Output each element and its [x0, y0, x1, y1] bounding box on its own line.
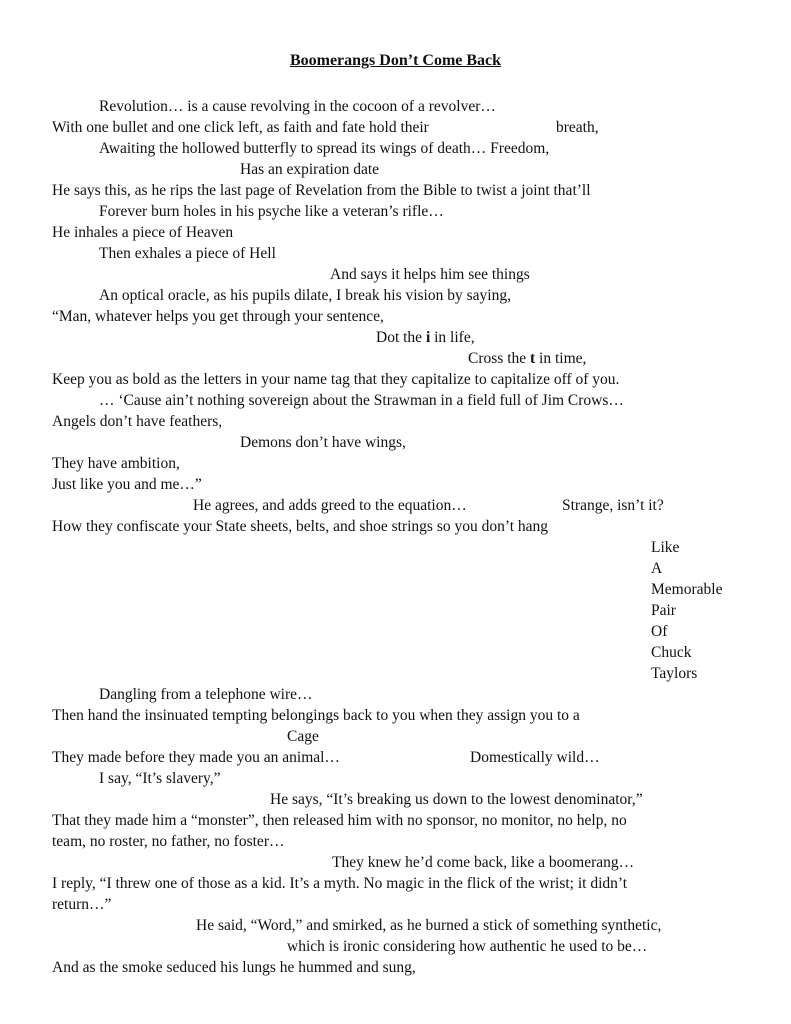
- poem-line: Angels don’t have feathers,: [52, 413, 223, 430]
- poem-line: They have ambition,: [52, 455, 180, 472]
- poem-line: return…”: [52, 896, 112, 913]
- line-text-pre: Dot the: [376, 329, 426, 346]
- poem-line: team, no roster, no father, no foster…: [52, 833, 285, 850]
- poem-line: Awaiting the hollowed butterfly to spread its wings of death… Freedom,: [99, 140, 550, 157]
- poem-line: “Man, whatever helps you get through your sentence,: [52, 308, 384, 325]
- line-text-post: in time,: [535, 350, 587, 367]
- poem-line: He inhales a piece of Heaven: [52, 224, 234, 241]
- line-text-pre: Cross the: [468, 350, 530, 367]
- poem-line: Taylors: [651, 665, 698, 682]
- poem-line: Then exhales a piece of Hell: [99, 245, 276, 262]
- poem-line: Strange, isn’t it?: [562, 497, 664, 514]
- poem-line: He said, “Word,” and smirked, as he burned a stick of something synthetic,: [196, 917, 662, 934]
- poem-line: He says this, as he rips the last page of Revelation from the Bible to twist a joint that’ll: [52, 182, 591, 199]
- poem-line: Forever burn holes in his psyche like a veteran’s rifle…: [99, 203, 444, 220]
- poem-line: He says, “It’s breaking us down to the lowest denominator,”: [270, 791, 643, 808]
- poem-line: I say, “It’s slavery,”: [99, 770, 221, 787]
- poem-line: [376, 329, 475, 347]
- poem-line: And as the smoke seduced his lungs he hummed and sung,: [52, 959, 416, 976]
- poem-line: A: [651, 560, 663, 577]
- poem-line: Just like you and me…”: [52, 476, 202, 493]
- bold-letter: t: [530, 350, 536, 367]
- poem-line: Dangling from a telephone wire…: [99, 686, 313, 703]
- poem-line: Chuck: [651, 644, 692, 661]
- poem-line: Then hand the insinuated tempting belongings back to you when they assign you to a: [52, 707, 580, 724]
- poem-line: I reply, “I threw one of those as a kid. It’s a myth. No magic in the flick of the wrist; it didn’t: [52, 875, 628, 892]
- poem-line: How they confiscate your State sheets, belts, and shoe strings so you don’t hang: [52, 518, 549, 535]
- poem-line: … ‘Cause ain’t nothing sovereign about the Strawman in a field full of Jim Crows…: [99, 392, 624, 409]
- poem-title: Boomerangs Don’t Come Back: [289, 52, 502, 69]
- poem-line: breath,: [556, 119, 599, 136]
- poem-line: Keep you as bold as the letters in your name tag that they capitalize to capitalize off of you.: [52, 371, 620, 388]
- poem-line: Pair: [651, 602, 676, 619]
- poem-line: Revolution… is a cause revolving in the cocoon of a revolver…: [99, 98, 496, 115]
- poem-line: Has an expiration date: [240, 161, 380, 178]
- poem-line: With one bullet and one click left, as faith and fate hold their: [52, 119, 429, 136]
- poem-line: Like: [651, 539, 680, 556]
- poem-line: He agrees, and adds greed to the equation…: [193, 497, 467, 514]
- bold-letter: i: [425, 329, 431, 346]
- poem-line: They made before they made you an animal…: [52, 749, 340, 766]
- poem-line: Domestically wild…: [470, 749, 600, 766]
- poem-line: An optical oracle, as his pupils dilate, I break his vision by saying,: [99, 287, 511, 304]
- line-text-post: in life,: [430, 329, 475, 346]
- poem-line: which is ironic considering how authentic he used to be…: [287, 938, 648, 955]
- poem-line: Cage: [287, 728, 319, 745]
- poem-line: Demons don’t have wings,: [240, 434, 406, 451]
- poem-line: [468, 350, 586, 368]
- poem-line: Memorable: [651, 581, 723, 598]
- poem-line: They knew he’d come back, like a boomerang…: [332, 854, 635, 871]
- poem-line: Of: [651, 623, 668, 640]
- poem-line: And says it helps him see things: [330, 266, 530, 283]
- poem-line: That they made him a “monster”, then released him with no sponsor, no monitor, no help, no: [52, 812, 627, 829]
